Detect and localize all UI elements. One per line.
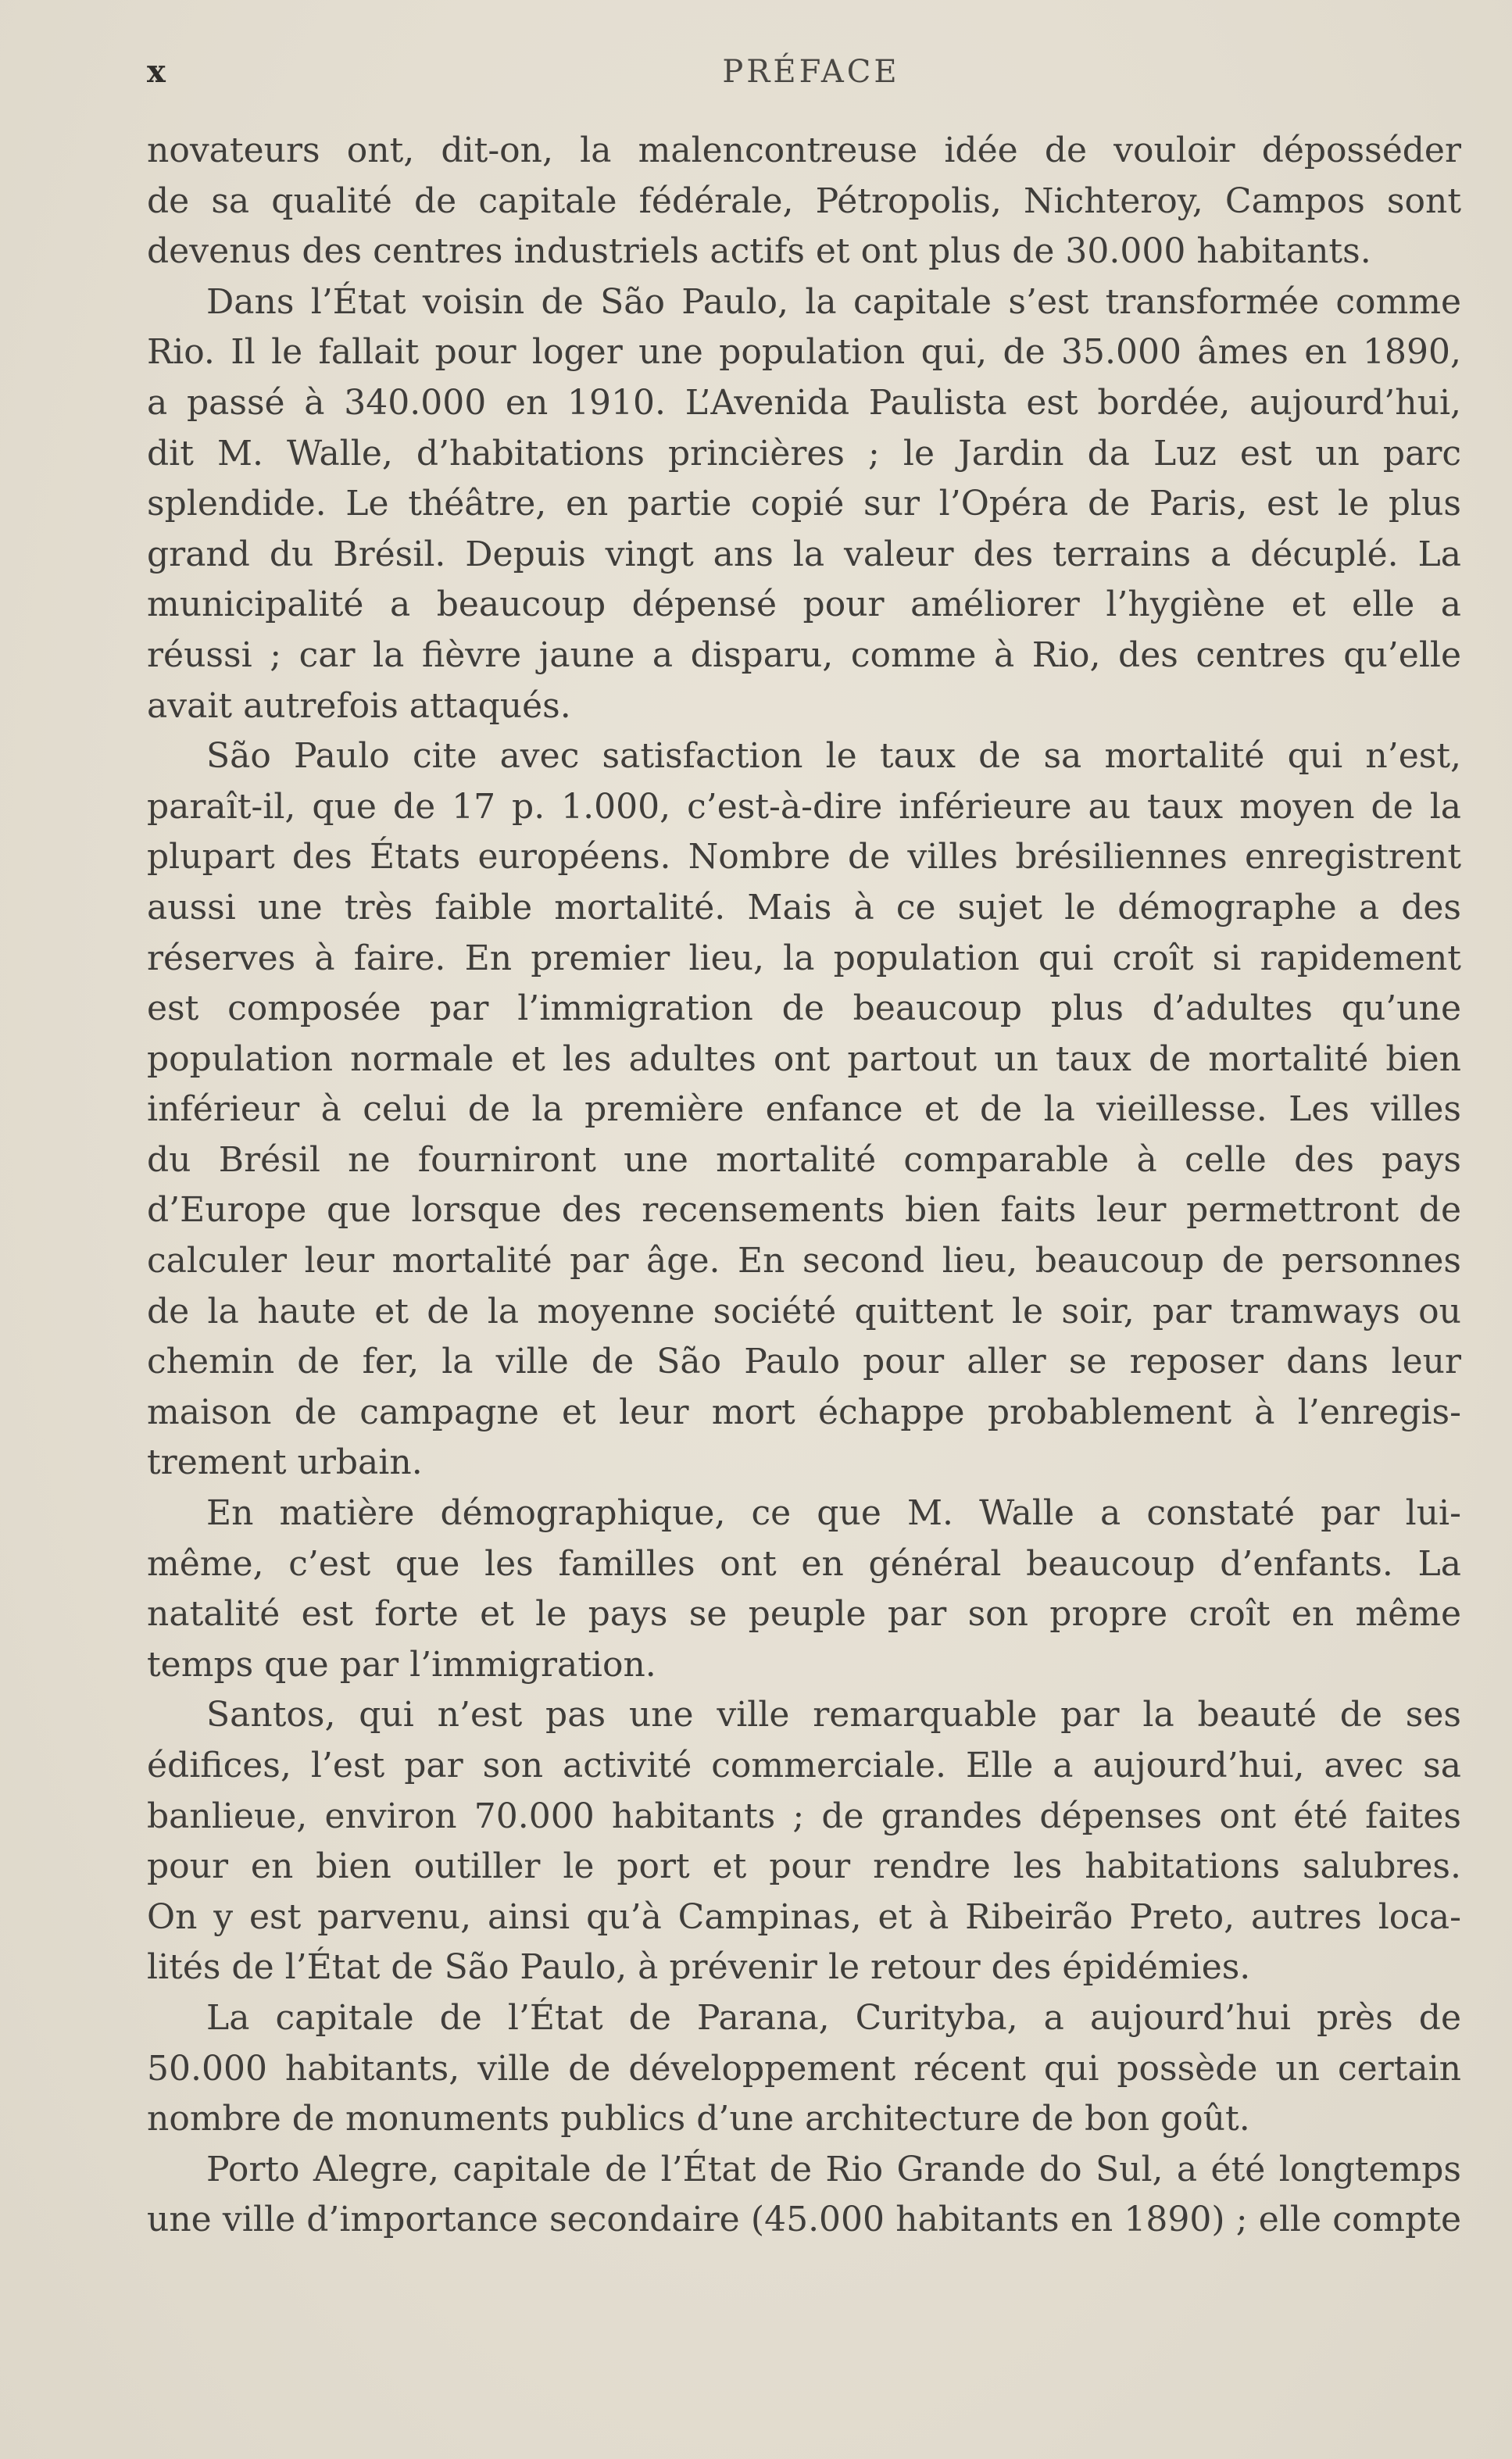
text-line: maison de campagne et leur mort échappe probablement à l’enregis- (147, 1392, 1461, 1432)
text-line: On y est parvenu, ainsi qu’à Campinas, et à Ribeirão Preto, autres loca- (147, 1896, 1461, 1937)
text-line: est composée par l’immigration de beaucoup plus d’adultes qu’une (147, 988, 1461, 1029)
text-line: avait autrefois attaqués. (147, 685, 571, 726)
text-line: population normale et les adultes ont partout un taux de mortalité bien (147, 1038, 1461, 1079)
text-line: même, c’est que les familles ont en général beaucoup d’enfants. La (147, 1543, 1461, 1584)
text-line: de sa qualité de capitale fédérale, Pétropolis, Nichteroy, Campos sont (147, 180, 1461, 221)
text-line: La capitale de l’État de Parana, Curityba, a aujourd’hui près de (206, 1997, 1461, 2038)
text-line: d’Europe que lorsque des recensements bien faits leur permettront de (147, 1190, 1461, 1231)
text-line: banlieue, environ 70.000 habitants ; de grandes dépenses ont été faites (147, 1796, 1461, 1836)
text-line: dit M. Walle, d’habitations princières ; le Jardin da Luz est un parc (147, 433, 1461, 474)
text-line: pour en bien outiller le port et pour rendre les habitations salubres. (147, 1846, 1461, 1887)
text-line: Rio. Il le fallait pour loger une population qui, de 35.000 âmes en 1890, (147, 332, 1461, 373)
text-line: réserves à faire. En premier lieu, la population qui croît si rapidement (147, 938, 1461, 978)
text-line: 50.000 habitants, ville de développement récent qui possède un certain (147, 2048, 1461, 2089)
text-line: aussi une très faible mortalité. Mais à ce sujet le démographe a des (147, 887, 1461, 927)
text-line: a passé à 340.000 en 1910. L’Avenida Paulista est bordée, aujourd’hui, (147, 382, 1461, 423)
text-line: de la haute et de la moyenne société quittent le soir, par tramways ou (147, 1291, 1461, 1331)
text-line: calculer leur mortalité par âge. En second lieu, beaucoup de personnes (147, 1241, 1461, 1281)
running-title: PRÉFACE (722, 54, 900, 90)
text-line: édifices, l’est par son activité commerciale. Elle a aujourd’hui, avec sa (147, 1746, 1461, 1785)
text-line: grand du Brésil. Depuis vingt ans la valeur des terrains a décuplé. La (147, 534, 1461, 574)
text-line: municipalité a beaucoup dépensé pour améliorer l’hygiène et elle a (147, 584, 1461, 625)
text-line: plupart des États européens. Nombre de villes brésiliennes enregistrent (147, 837, 1461, 877)
text-line: réussi ; car la fièvre jaune a disparu, comme à Rio, des centres qu’elle (147, 634, 1461, 675)
page-number: x (147, 53, 166, 90)
text-line: En matière démographique, ce que M. Walle a constaté par lui- (206, 1493, 1461, 1534)
text-line: São Paulo cite avec satisfaction le taux de sa mortalité qui n’est, (206, 736, 1461, 777)
text-line: Santos, qui n’est pas une ville remarquable par la beauté de ses (206, 1695, 1461, 1735)
text-line: devenus des centres industriels actifs et ont plus de 30.000 habitants. (147, 231, 1371, 272)
text-line: chemin de fer, la ville de São Paulo pour aller se reposer dans leur (147, 1342, 1461, 1382)
text-line: temps que par l’immigration. (147, 1644, 656, 1685)
text-line: paraît-il, que de 17 p. 1.000, c’est-à-dire inférieure au taux moyen de la (147, 786, 1461, 827)
text-line: nombre de monuments publics d’une architecture de bon goût. (147, 2099, 1250, 2139)
text-line: inférieur à celui de la première enfance et de la vieillesse. Les villes (147, 1089, 1461, 1130)
text-line: novateurs ont, dit-on, la malencontreuse idée de vouloir déposséder (147, 130, 1461, 170)
text-line: une ville d’importance secondaire (45.000 habitants en 1890) ; elle compte (147, 2200, 1461, 2240)
text-line: trement urbain. (147, 1442, 423, 1483)
page-header (147, 48, 1460, 95)
text-line: natalité est forte et le pays se peuple par son propre croît en même (147, 1594, 1461, 1635)
text-line: Dans l’État voisin de São Paulo, la capitale s’est transformée comme (206, 281, 1461, 322)
text-line: du Brésil ne fourniront une mortalité comparable à celle des pays (147, 1139, 1461, 1180)
text-line: lités de l’État de São Paulo, à prévenir le retour des épidémies. (147, 1947, 1251, 1988)
body-text (147, 126, 1461, 2246)
text-line: splendide. Le théâtre, en partie copié sur l’Opéra de Paris, est le plus (147, 484, 1461, 524)
text-line: Porto Alegre, capitale de l’État de Rio Grande do Sul, a été longtemps (206, 2149, 1461, 2189)
